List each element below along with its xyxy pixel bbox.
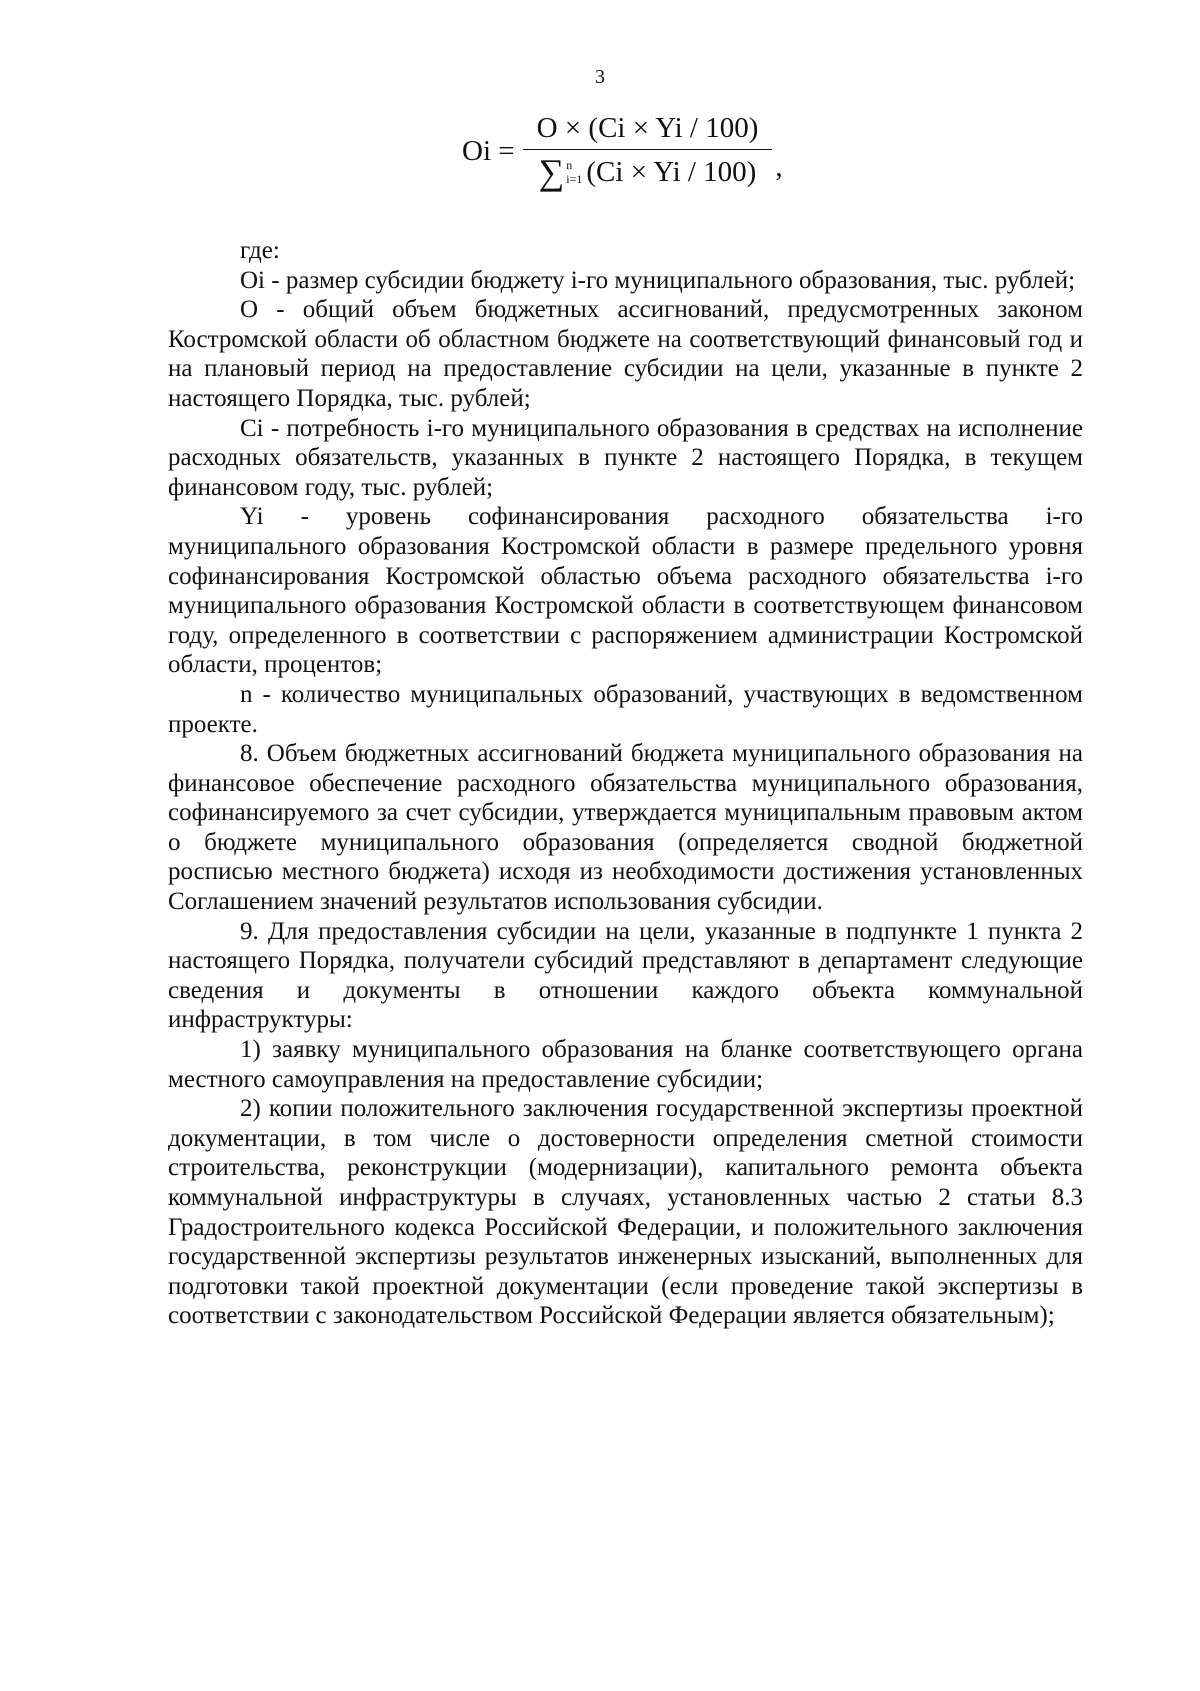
sum-upper-limit: n — [566, 157, 573, 172]
paragraph-o-definition: O - общий объем бюджетных ассигнований, предусмотренных законом Костромской области об областном бюджете на соответствующий финансовый год и на плановый период на предоставление субсидии на цели, указанные в пункте 2 настоящего Порядка, тыс. рублей; — [168, 296, 1083, 412]
paragraph-where: где: — [240, 237, 280, 264]
paragraph-oi-definition: Oi - размер субсидии бюджету i-го муниципального образования, тыс. рублей; — [240, 266, 1076, 294]
formula-numerator: O × (Ci × Yi / 100) — [523, 112, 773, 150]
subsidy-formula — [462, 112, 783, 190]
paragraph-clause-9: 9. Для предоставления субсидии на цели, указанные в подпункте 1 пункта 2 настоящего Порядка, получатели субсидий представляют в департамент следующие сведения и документы в отношении каждого объекта коммунальной инфраструктуры: — [168, 917, 1083, 1034]
paragraph-clause-8: 8. Объем бюджетных ассигнований бюджета муниципального образования на финансовое обеспечение расходного обязательства муниципального образования, софинансируемого за счет субсидии, утверждается муниципальным правовым актом о бюджете муниципального образования (определяется сводной бюджетной росписью местного бюджета) исходя из необходимости достижения установленных Соглашением значений результатов использования субсидии. — [168, 740, 1083, 916]
page-number: 3 — [595, 66, 605, 88]
formula-denominator: (Ci × Yi / 100) — [586, 155, 757, 188]
paragraph-item-1: 1) заявку муниципального образования на бланке соответствующего органа местного самоуправления на предоставление субсидии; — [168, 1036, 1083, 1093]
formula-tail: , — [775, 151, 783, 183]
sum-icon: ∑ — [538, 152, 565, 192]
paragraph-n-definition: n - количество муниципальных образований, участвующих в ведомственном проекте. — [168, 680, 1083, 738]
paragraph-item-2: 2) копии положительного заключения государственной экспертизы проектной документации, в том числе о достоверности определения сметной стоимости строительства, реконструкции (модернизации), капитального ремонта объекта коммунальной инфраструктуры в случаях, установленных частью 2 статьи 8.3 Градостроительного кодекса Российской Федерации, и положительного заключения государственной экспертизы результатов инженерных изысканий, выполненных для подготовки такой проектной документации (если проведение такой экспертизы в соответствии с законодательством Российской Федерации является обязательным); — [168, 1095, 1083, 1330]
sum-lower-limit: i=1 — [566, 172, 583, 186]
formula-denominator-block — [539, 150, 757, 190]
formula-fraction — [523, 112, 773, 190]
document-body — [168, 236, 1083, 1331]
paragraph-ci-definition: Ci - потребность i-го муниципального образования в средствах на исполнение расходных обязательств, указанных в пункте 2 настоящего Порядка, в текущем финансовом году, тыс. рублей; — [168, 414, 1083, 501]
formula-lhs: Oi = — [462, 134, 515, 167]
sum-limits — [566, 158, 582, 187]
paragraph-yi-definition: Yi - уровень софинансирования расходного обязательства i-го муниципального образования Костромской области в размере предельного уровня софинансирования Костромской областью объема расходного обязательства i-го муниципального образования Костромской области в соответствующем финансовом году, определенного в соответствии с распоряжением администрации Костромской области, процентов; — [168, 503, 1083, 679]
